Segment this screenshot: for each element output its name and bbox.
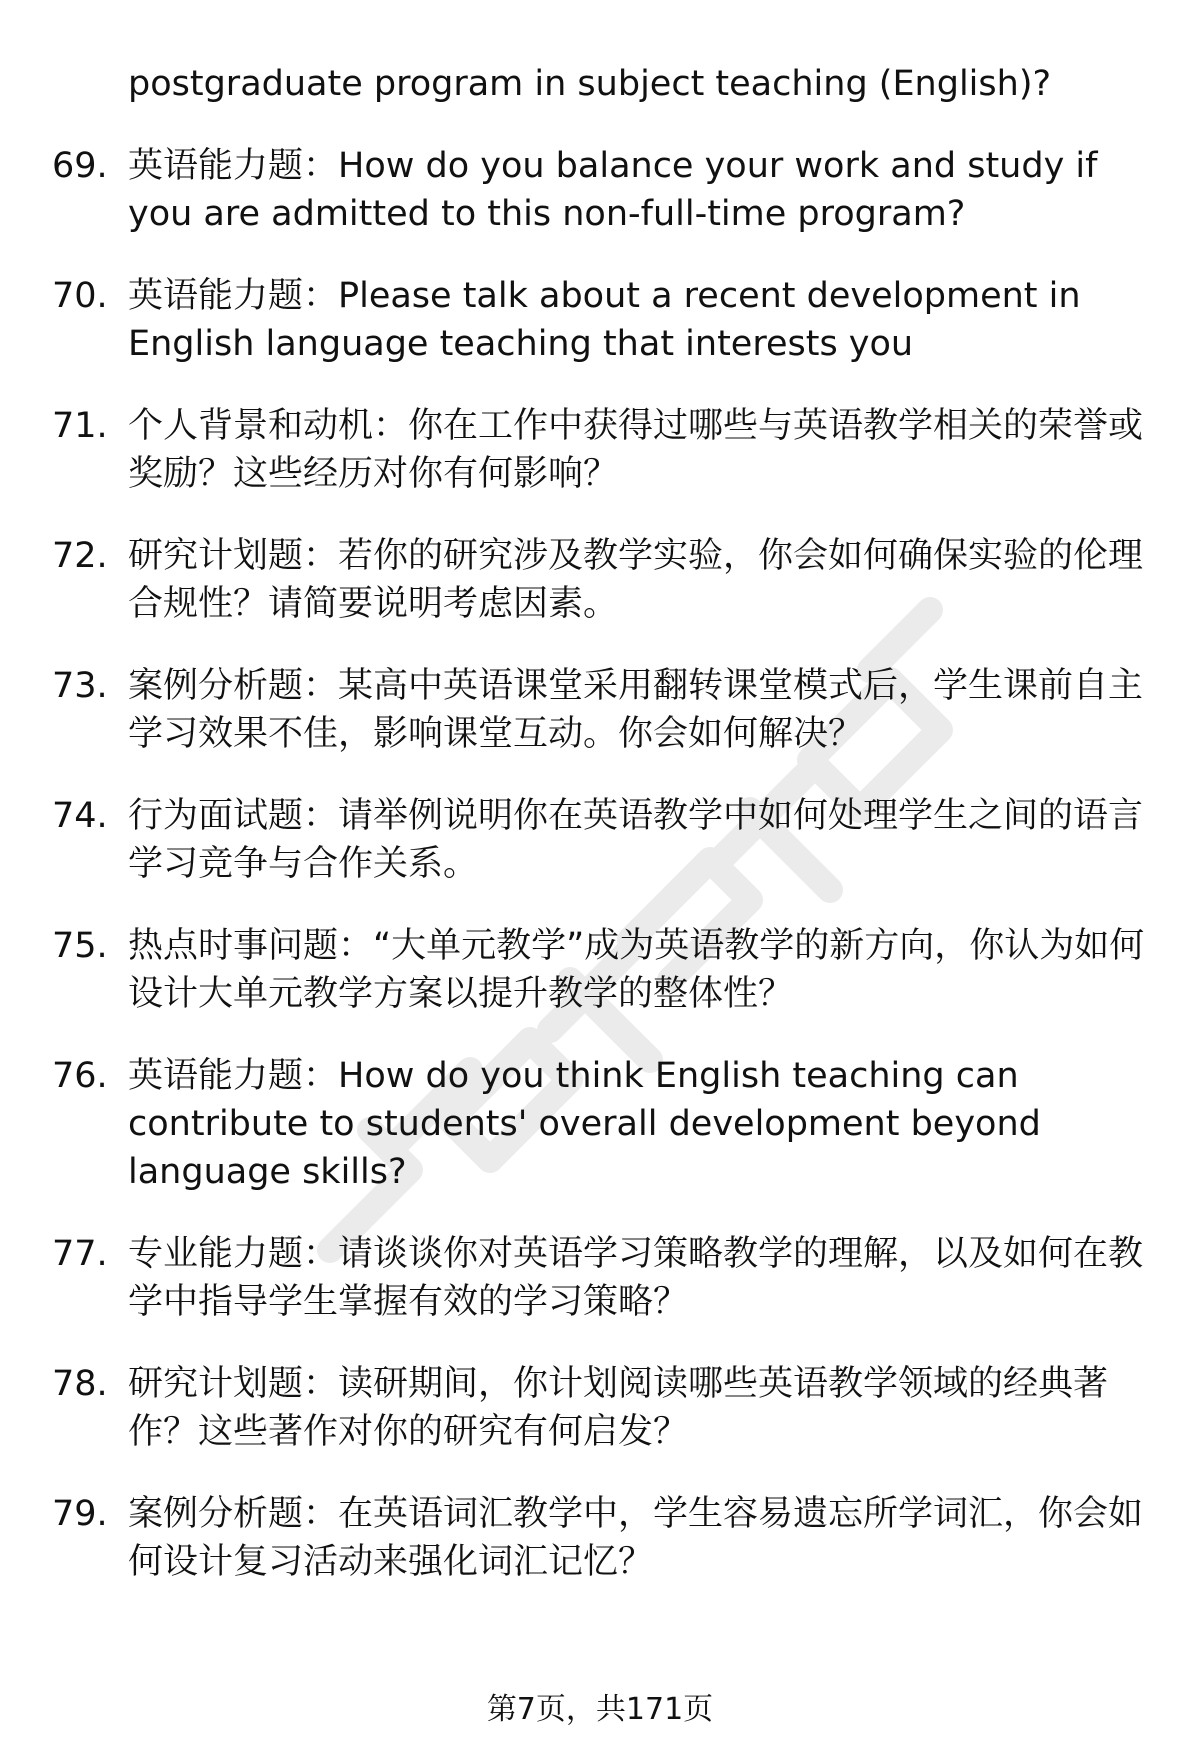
list-item (52, 402, 1152, 498)
item-number: 69. (52, 146, 108, 186)
item-number: 72. (52, 536, 108, 576)
item-text: 研究计划题：读研期间，你计划阅读哪些英语教学领域的经典著作？这些著作对你的研究有何启发？ (128, 1364, 1109, 1452)
item-number: 74. (52, 796, 108, 836)
item-number: 70. (52, 276, 108, 316)
item-text: 研究计划题：若你的研究涉及教学实验，你会如何确保实验的伦理合规性？请简要说明考虑因素。 (128, 536, 1144, 624)
item-number: 79. (52, 1494, 108, 1534)
list-item (52, 792, 1152, 888)
list-item (52, 1230, 1152, 1326)
item-number: 76. (52, 1056, 108, 1096)
item-text: 案例分析题：某高中英语课堂采用翻转课堂模式后，学生课前自主学习效果不佳，影响课堂互动。你会如何解决？ (128, 666, 1144, 754)
item-text: 行为面试题：请举例说明你在英语教学中如何处理学生之间的语言学习竞争与合作关系。 (128, 796, 1144, 884)
item-text: 英语能力题：How do you think English teaching can contribute to students' overall development beyond language skills? (128, 1056, 1041, 1192)
item-number: 71. (52, 406, 108, 446)
item-text: 英语能力题：Please talk about a recent development in English language teaching that interests you (128, 276, 1081, 364)
item-number: 77. (52, 1234, 108, 1274)
item-number: 78. (52, 1364, 108, 1404)
list-item (52, 142, 1152, 238)
list-item (52, 1360, 1152, 1456)
page-footer: 第7页，共171页 (486, 1692, 714, 1727)
question-list (52, 60, 1152, 1620)
item-text: 英语能力题：How do you balance your work and study if you are admitted to this non-full-time program? (128, 146, 1098, 234)
item-text: 个人背景和动机：你在工作中获得过哪些与英语教学相关的荣誉或奖励？这些经历对你有何影响？ (128, 406, 1144, 494)
list-item (52, 1490, 1152, 1586)
item-number: 75. (52, 926, 108, 966)
list-item (52, 662, 1152, 758)
item-text: 专业能力题：请谈谈你对英语学习策略教学的理解，以及如何在教学中指导学生掌握有效的学习策略？ (128, 1234, 1144, 1322)
item-text: 热点时事问题：“大单元教学”成为英语教学的新方向，你认为如何设计大单元教学方案以提升教学的整体性？ (128, 926, 1145, 1014)
list-item (52, 922, 1152, 1018)
item-number: 73. (52, 666, 108, 706)
list-item (52, 272, 1152, 368)
item-text: 案例分析题：在英语词汇教学中，学生容易遗忘所学词汇，你会如何设计复习活动来强化词汇记忆？ (128, 1494, 1144, 1582)
list-item (52, 1052, 1152, 1196)
carryover-text: postgraduate program in subject teaching (English)? (128, 64, 1052, 104)
list-item (52, 532, 1152, 628)
